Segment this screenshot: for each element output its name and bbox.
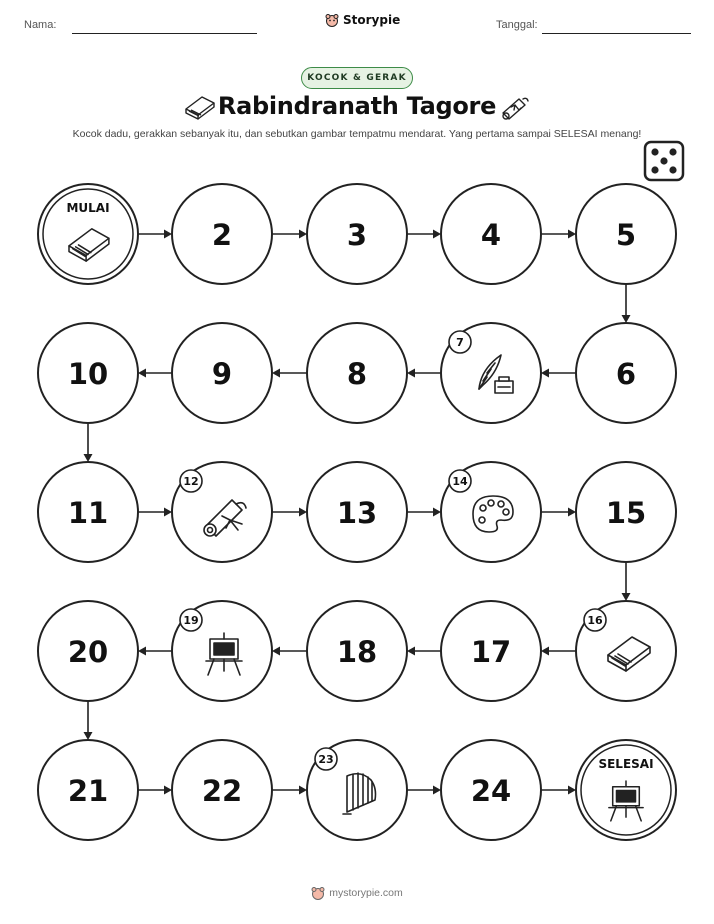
path-arrow [272, 508, 307, 517]
board-cell [307, 601, 407, 701]
finish-cell [576, 740, 676, 840]
path-arrow [272, 369, 307, 378]
cell-number: 16 [587, 614, 603, 627]
path-arrow [622, 284, 631, 323]
board-cell [307, 740, 407, 840]
path-arrow [407, 369, 441, 378]
cell-number: 5 [615, 218, 637, 252]
board-cell [307, 323, 407, 423]
cell-number-badge [315, 748, 337, 770]
name-label: Nama: [24, 19, 57, 31]
cell-number: 20 [67, 635, 109, 669]
board-cell [576, 184, 676, 284]
board-cell [172, 184, 272, 284]
path-arrow [84, 701, 93, 740]
cell-number: 19 [183, 614, 199, 627]
cell-number-badge [180, 609, 202, 631]
brand-name: Storypie [343, 13, 401, 27]
instructions: Kocok dadu, gerakkan sebanyak itu, dan sebutkan gambar tempatmu mendarat. Yang pertama sampai SELESAI menang! [72, 128, 642, 140]
board-cell [576, 462, 676, 562]
cell-number: 14 [452, 475, 468, 488]
cell-number: 9 [211, 357, 233, 391]
cell-number: 11 [67, 496, 109, 530]
board-cell [307, 184, 407, 284]
cell-number: 12 [183, 475, 199, 488]
path-arrow [541, 647, 576, 656]
path-arrow [407, 508, 441, 517]
cell-number: 10 [67, 357, 109, 391]
path-arrow [541, 369, 576, 378]
path-arrow [84, 423, 93, 462]
cell-number: 23 [318, 753, 334, 766]
path-arrow [407, 786, 441, 795]
cell-number: 21 [67, 774, 109, 808]
board-cell [172, 740, 272, 840]
storypie-mascot-icon [311, 886, 325, 900]
board-cell [307, 462, 407, 562]
date-label: Tanggal: [496, 19, 538, 31]
cell-number: 6 [615, 357, 637, 391]
cell-label: SELESAI [598, 757, 654, 771]
board-cell [441, 184, 541, 284]
path-arrow [541, 786, 576, 795]
cell-number: 22 [201, 774, 243, 808]
board-cell [172, 323, 272, 423]
path-arrow [138, 369, 172, 378]
cell-number: 24 [470, 774, 512, 808]
page-title: Rabindranath Tagore [217, 92, 497, 120]
cell-number: 4 [480, 218, 502, 252]
path-arrow [272, 786, 307, 795]
cell-number: 17 [470, 635, 512, 669]
path-arrow [541, 508, 576, 517]
cell-number: 15 [605, 496, 647, 530]
path-arrow [622, 562, 631, 601]
board-cell [441, 601, 541, 701]
path-arrow [138, 508, 172, 517]
cell-number: 3 [346, 218, 368, 252]
path-arrow [138, 786, 172, 795]
cell-label: MULAI [66, 201, 110, 215]
cell-number: 8 [346, 357, 368, 391]
start-cell [38, 184, 138, 284]
board-cell [38, 462, 138, 562]
path-arrow [407, 230, 441, 239]
board-cell [576, 601, 676, 701]
path-arrow [138, 647, 172, 656]
footer-url[interactable]: mystorypie.com [329, 887, 403, 899]
cell-number-badge [449, 331, 471, 353]
path-arrow [272, 647, 307, 656]
activity-badge: KOCOK & GERAK [301, 67, 413, 89]
path-arrow [272, 230, 307, 239]
board-cell [172, 601, 272, 701]
board-cell [441, 323, 541, 423]
board-cell [441, 740, 541, 840]
path-arrow [541, 230, 576, 239]
path-arrow [407, 647, 441, 656]
board-cell [576, 323, 676, 423]
cell-number: 18 [336, 635, 378, 669]
board-cell [38, 740, 138, 840]
path-arrow [138, 230, 172, 239]
cell-number: 7 [456, 336, 464, 349]
board-cell [38, 601, 138, 701]
footer [0, 886, 714, 900]
cell-number-badge [449, 470, 471, 492]
cell-number-badge [584, 609, 606, 631]
cell-number-badge [180, 470, 202, 492]
cell-number: 13 [336, 496, 378, 530]
cell-number: 2 [211, 218, 233, 252]
board-cell [441, 462, 541, 562]
board-cell [172, 462, 272, 562]
board-cell [38, 323, 138, 423]
